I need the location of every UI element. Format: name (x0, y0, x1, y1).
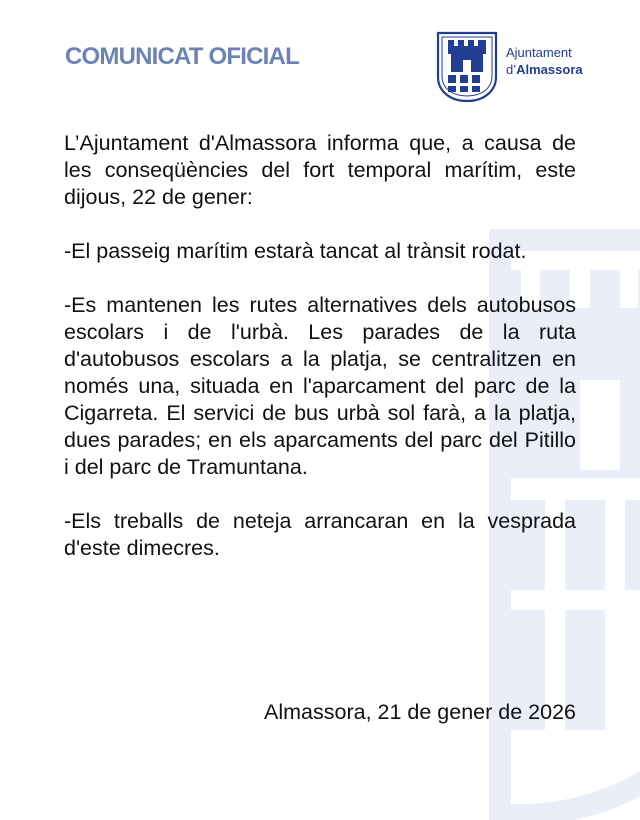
logo-prefix: d’ (506, 62, 517, 77)
closing-date-line: Almassora, 21 de gener de 2026 (264, 700, 576, 724)
paragraph-neteja: -Els treballs de neteja arrancaran en la vesprada d'este dimecres. (64, 509, 576, 560)
logo-wordmark (506, 44, 583, 78)
paragraph-autobusos: -Es mantenen les rutes alternatives dels autobusos escolars i de l'urbà. Les parades de la ruta d'autobusos escolars a la platja, se centralitzen en només una, situada en l'aparcament del parc de la Cigarreta. El servici de bus urbà sol farà, a la platja, dues parades; en els aparcaments del parc del Pitillo i del parc de Tramuntana. (64, 293, 576, 479)
paragraph-passeig: -El passeig marítim estarà tancat al trànsit rodat. (64, 239, 527, 263)
logo-line-ajuntament: Ajuntament (506, 45, 572, 60)
paragraph-intro: L’Ajuntament d'Almassora informa que, a causa de les conseqüències del fort temporal marítim, este dijous, 22 de gener: (64, 131, 576, 209)
page-title: COMUNICAT OFICIAL (65, 43, 299, 70)
logo-line-almassora (506, 61, 583, 78)
logo-name: Almassora (516, 62, 583, 77)
castle-shield-icon (436, 31, 498, 103)
announcement-body (64, 130, 576, 562)
